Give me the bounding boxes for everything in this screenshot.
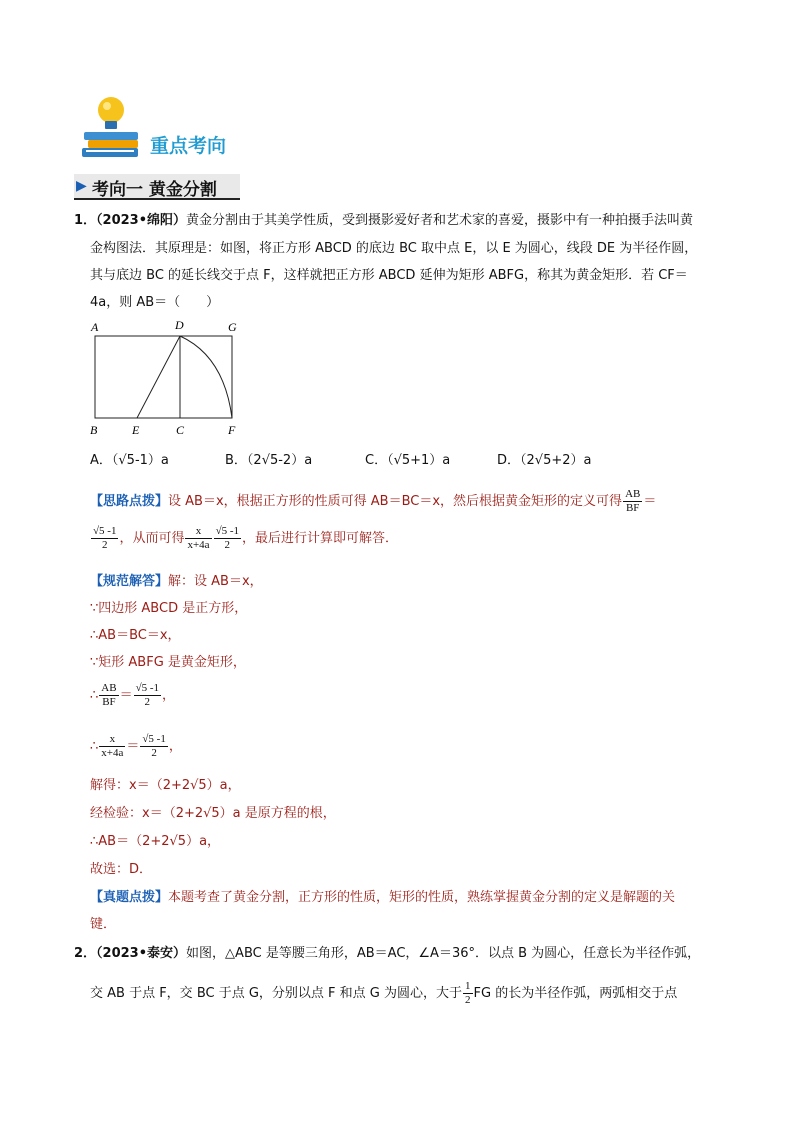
sol-9: ∴AB＝（2+2√5）a，	[90, 834, 221, 849]
solution-tag: 【规范解答】	[90, 574, 169, 589]
q2-text-1: 如图，△ABC 是等腰三角形，AB＝AC，∠A＝36°．以点 B 为圆心，任意长为半径作弧，	[186, 946, 701, 961]
label-F: F	[228, 423, 236, 437]
hint-text: 设 AB＝x，根据正方形的性质可得 AB＝BC＝x，然后根据黄金矩形的定义可得	[168, 494, 623, 509]
label-B: B	[90, 423, 98, 437]
sol5-num-right: √5 -1	[135, 682, 160, 694]
q2-line2	[90, 980, 677, 1007]
sol6-den-left: x+4a	[101, 747, 124, 759]
solution-line1	[90, 573, 263, 591]
q1-line2: 金构图法．其原理是：如图，将正方形 ABCD 的底边 BC 取中点 E，以 E 为圆心，线段 DE 为半径作圆，	[90, 241, 698, 256]
q1-line3: 其与底边 BC 的延长线交于点 F，这样就把正方形 ABCD 延伸为矩形 ABFG，称其为黄金矩形．若 CF＝	[90, 268, 688, 283]
hint-tag: 【思路点拨】	[90, 494, 169, 509]
golden-ratio-fraction	[91, 525, 118, 552]
q2-text-2a: 交 AB 于点 F，交 BC 于点 G，分别以点 F 和点 G 为圆心，大于	[90, 986, 463, 1001]
section-title: 考向一 黄金分割	[92, 180, 217, 200]
q2-line1	[74, 945, 700, 963]
option-b[interactable]: B．（2√5-2）a	[225, 453, 313, 468]
golden-frac-den: 2	[101, 539, 108, 551]
sol6-frac-left	[99, 733, 125, 760]
hint-fraction	[623, 488, 642, 515]
q1-number: 1．	[74, 213, 97, 228]
play-triangle-icon: ▶	[76, 178, 87, 194]
section-header	[74, 174, 240, 200]
half-num: 1	[465, 980, 471, 992]
hint-frac-num: AB	[625, 488, 641, 500]
x-frac-num: x	[185, 525, 211, 539]
q1-line1	[74, 212, 693, 230]
sol5-frac-right	[134, 682, 161, 709]
hint-line2	[90, 525, 398, 552]
label-A: A	[91, 320, 99, 334]
review-line1	[90, 889, 675, 907]
golden-frac-num-2: √5 -1	[215, 525, 240, 537]
figure-svg	[86, 316, 246, 440]
sol6-den-right: 2	[151, 747, 157, 759]
golden-ratio-fraction-2	[214, 525, 241, 552]
q2-number: 2．	[74, 946, 97, 961]
line-DE	[137, 336, 180, 418]
hint-cont: ，从而可得	[119, 531, 185, 546]
label-C: C	[176, 423, 185, 437]
q1-text-1: 黄金分割由于其美学性质，受到摄影爱好者和艺术家的喜爱，摄影中有一种拍摄手法叫黄	[186, 213, 694, 228]
sol5-den-left: BF	[102, 696, 116, 708]
hint-end: ，最后进行计算即可解答．	[242, 531, 399, 546]
x-frac-den: x+4a	[187, 539, 210, 551]
q1-source: （2023•绵阳）	[96, 213, 187, 228]
sol-8: 经检验：x＝（2+2√5）a 是原方程的根，	[90, 806, 336, 821]
hint-frac-den: BF	[625, 502, 640, 514]
sol6-frac-right	[140, 733, 167, 760]
sol-7: 解得：x＝（2+2√5）a，	[90, 778, 241, 793]
sol-4: ∵矩形 ABFG 是黄金矩形，	[90, 655, 246, 670]
x-fraction	[185, 525, 211, 552]
sol-6: ∴ $\frac{x}{x+4a}$ ＝ $\frac{√5 -1}{2}$ ，	[90, 733, 182, 759]
sol-5: ∴ $\frac{AB}{BF}$ ＝ $\frac{√5 -1}{2}$ ，	[90, 682, 176, 708]
review-line2: 键．	[90, 917, 117, 932]
golden-frac-den-2: 2	[224, 539, 231, 551]
option-d[interactable]: D．（2√5+2）a	[497, 453, 592, 468]
hint-line1: 【思路点拨】设 AB＝x，根据正方形的性质可得 AB＝BC＝x，然后根据黄金矩形的定义可得 $\frac{AB}{BF}$ ＝	[90, 488, 657, 514]
lightbulb-books-icon	[80, 94, 142, 160]
half-den: 2	[465, 994, 471, 1006]
q1-line4: 4a，则 AB＝（ ）	[90, 295, 220, 310]
label-G: G	[228, 320, 237, 334]
sol5-den-right: 2	[144, 696, 151, 708]
arc-DF	[180, 336, 232, 418]
half-fraction	[463, 980, 473, 1007]
option-a[interactable]: A．（√5-1）a	[90, 453, 169, 468]
sol6-num-right: √5 -1	[142, 733, 166, 745]
q2-source: （2023•泰安）	[96, 946, 187, 961]
sol-2: ∵四边形 ABCD 是正方形，	[90, 601, 248, 616]
golden-frac-num: √5 -1	[93, 525, 117, 537]
sol-3: ∴AB＝BC＝x，	[90, 628, 181, 643]
sol-1: 解：设 AB＝x，	[168, 574, 263, 589]
label-E: E	[132, 423, 140, 437]
review-tag: 【真题点拨】	[90, 890, 169, 905]
sol5-frac-left	[99, 682, 118, 709]
sol-10: 故选：D．	[90, 862, 153, 877]
option-c[interactable]: C．（√5+1）a	[365, 453, 451, 468]
sol5-num-left: AB	[101, 682, 117, 694]
golden-rectangle-figure	[86, 316, 246, 440]
review-text: 本题考查了黄金分割，正方形的性质，矩形的性质，熟练掌握黄金分割的定义是解题的关	[168, 890, 676, 905]
label-D: D	[175, 318, 184, 332]
q2-text-2b: FG 的长为半径作弧，两弧相交于点	[473, 986, 678, 1001]
sol6-num-left: x	[99, 733, 125, 747]
page-title: 重点考向	[150, 135, 227, 157]
